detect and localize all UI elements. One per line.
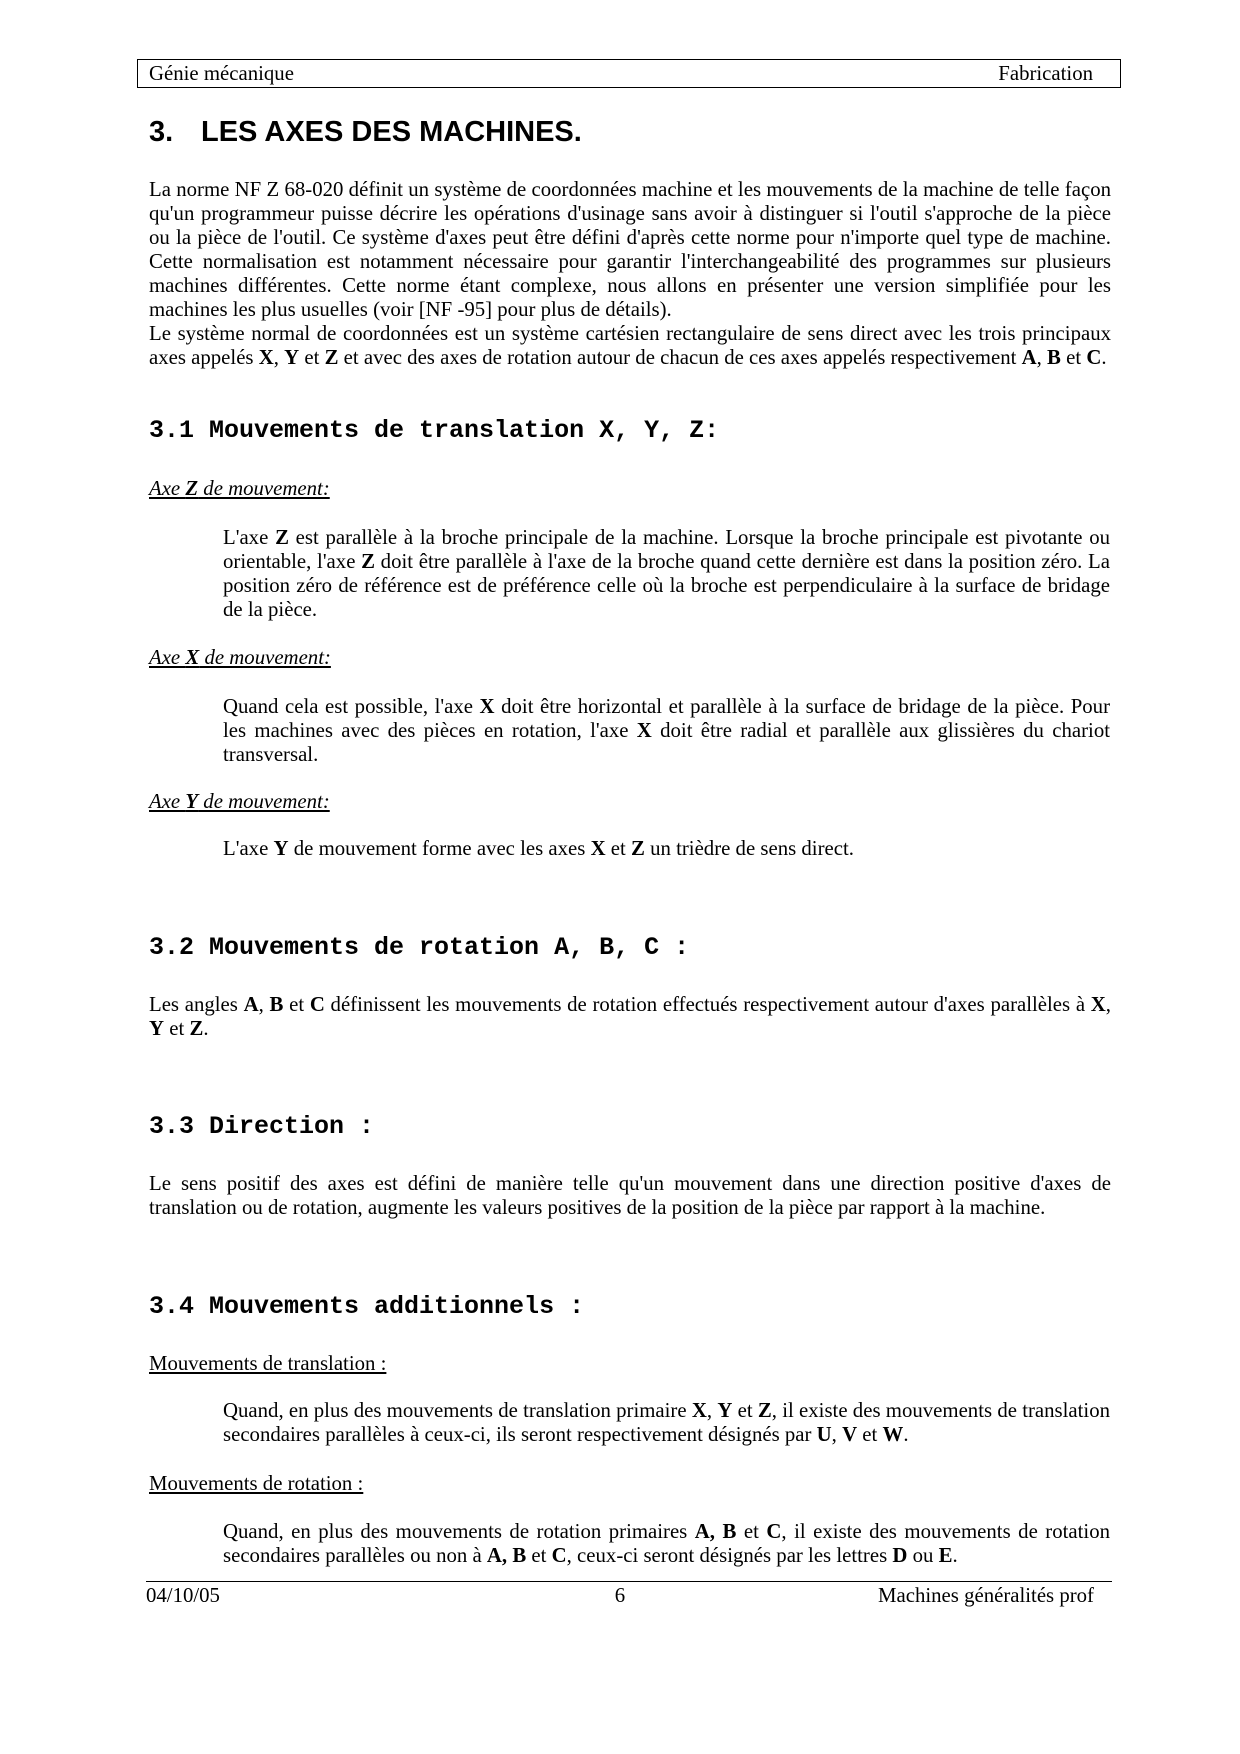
text-run: , (831, 1423, 843, 1446)
axis-letter: X (636, 719, 652, 742)
chapter-title (149, 116, 582, 148)
text-run: . (1101, 346, 1107, 369)
section-heading-3-4: 3.4 Mouvements additionnels : (149, 1292, 585, 1321)
axis-letter: X (258, 346, 274, 369)
axis-letter: A, B (486, 1544, 527, 1567)
section-heading-3-1: 3.1 Mouvements de translation X, Y, Z: (149, 416, 720, 445)
axis-letter: B (1047, 346, 1061, 369)
axis-letter: D (892, 1544, 908, 1567)
page-header (137, 59, 1121, 88)
footer-document-name: Machines généralités prof (878, 1584, 1094, 1607)
axis-letter: V (842, 1423, 858, 1446)
axis-letter: C (551, 1544, 567, 1567)
text-run: , (258, 993, 270, 1016)
text-run: , (1036, 346, 1048, 369)
text-run: et (164, 1017, 190, 1040)
text-run: Axe (149, 790, 186, 813)
text-run: et avec des axes de rotation autour de chacun de ces axes appelés respectivement (338, 346, 1022, 369)
text-run: . (952, 1544, 958, 1567)
text-run (715, 1520, 723, 1543)
text-run: L'axe (223, 837, 274, 860)
text-run: , il existe des mouvements de rotation secondaires parallèles ou non à (223, 1520, 1110, 1567)
axis-letter: Y (185, 790, 199, 813)
paragraph-direction: Le sens positif des axes est défini de manière telle qu'un mouvement dans une direction positive d'axes de translation ou de rotation, augmente les valeurs positives de la position de la pièce par rapport à la machine. (149, 1172, 1111, 1219)
axis-letter: X (185, 646, 200, 669)
text-run: et (283, 993, 310, 1016)
text-run: Le système normal de coordonnées est un système cartésien rectangulaire de sens direct avec les trois principaux axes appelés (149, 322, 1111, 369)
text-run: définissent les mouvements de rotation effectués respectivement autour d'axes parallèles à (324, 993, 1091, 1016)
text-run: Quand, en plus des mouvements de rotation primaires (223, 1520, 695, 1543)
paragraph-axe-z (223, 526, 1110, 622)
text-run: doit être parallèle à l'axe de la broche quand cette dernière est dans la position zéro. La position zéro de référence est de préférence celle où la broche est perpendiculaire à la surface de bridage de la pièce. (223, 550, 1110, 621)
text-run: de mouvement forme avec les axes (288, 837, 591, 860)
axis-letter: X (590, 837, 606, 860)
text-run: . (203, 1017, 209, 1040)
subheading-axe-y (149, 790, 330, 814)
axis-letter: C (1086, 346, 1102, 369)
chapter-title-text: LES AXES DES MACHINES. (201, 116, 582, 148)
text-run: Quand, en plus des mouvements de translation primaire (223, 1399, 692, 1422)
axis-letter: Y (149, 1017, 165, 1040)
text-run: Quand cela est possible, l'axe (223, 695, 480, 718)
text-run: doit être radial et parallèle aux glissières du chariot transversal. (223, 719, 1110, 766)
paragraph-rotation-angles (149, 993, 1111, 1041)
axis-letter: C (766, 1520, 782, 1543)
paragraph-translation (223, 1399, 1110, 1447)
text-run: et (1060, 346, 1087, 369)
axis-letter: A, (694, 1520, 715, 1543)
axis-letter: Z (275, 526, 289, 549)
text-run: , (706, 1399, 718, 1422)
axis-letter: Z (631, 837, 645, 860)
text-run: et (605, 837, 632, 860)
axis-letter: Z (324, 346, 339, 369)
axis-letter: Y (717, 1399, 733, 1422)
footer-date: 04/10/05 (146, 1584, 220, 1607)
header-subject: Génie mécanique (149, 61, 294, 85)
footer-page-number: 6 (614, 1584, 626, 1607)
text-run: et (736, 1520, 767, 1543)
paragraph-axe-y (223, 837, 1110, 861)
text-run: L'axe (223, 526, 276, 549)
text-run: , il existe des mouvements de translation secondaires parallèles à ceux-ci, ils seront respectivement désignés par (223, 1399, 1110, 1446)
text-run: , (273, 346, 285, 369)
axis-letter: Z (757, 1399, 772, 1422)
axis-letter: B (722, 1520, 737, 1543)
axis-letter: X (479, 695, 495, 718)
section-heading-3-2: 3.2 Mouvements de rotation A, B, C : (149, 933, 690, 962)
paragraph-axe-x (223, 695, 1110, 767)
intro-text (149, 178, 1111, 370)
axis-letter: E (938, 1544, 953, 1567)
text-run: Axe (149, 477, 186, 500)
axis-letter: A (243, 993, 259, 1016)
text-run: doit être horizontal et parallèle à la surface de bridage de la pièce. Pour les machines avec des pièces en rotation, l'axe (223, 695, 1110, 742)
text-run: de mouvement: (199, 646, 331, 669)
text-run: et (732, 1399, 758, 1422)
axis-letter: W (882, 1423, 904, 1446)
subheading-axe-z (149, 477, 330, 501)
text-run: ou (907, 1544, 939, 1567)
text-run: est parallèle à la broche principale de la machine. Lorsque la broche principale est pivotante ou orientable, l'axe (223, 526, 1110, 573)
section-heading-3-3: 3.3 Direction : (149, 1112, 375, 1141)
text-run: , (1105, 993, 1111, 1016)
subheading-translation: Mouvements de translation : (149, 1352, 387, 1375)
axis-letter: Z (361, 550, 375, 573)
footer-rule (146, 1581, 1112, 1582)
text-run: Les angles (149, 993, 244, 1016)
header-category: Fabrication (998, 61, 1093, 85)
axis-letter: Z (189, 1017, 204, 1040)
text-run: et (857, 1423, 883, 1446)
paragraph-rotation (223, 1520, 1110, 1568)
axis-letter: X (1090, 993, 1106, 1016)
intro-paragraph-coordinates (149, 322, 1111, 370)
subheading-rotation: Mouvements de rotation : (149, 1472, 364, 1495)
text-run: et (299, 346, 325, 369)
text-run: Axe (149, 646, 186, 669)
text-run: , ceux-ci seront désignés par les lettres (566, 1544, 893, 1567)
axis-letter: C (309, 993, 325, 1016)
subheading-axe-x (149, 646, 331, 670)
axis-letter: A (1021, 346, 1037, 369)
axis-letter: X (691, 1399, 707, 1422)
axis-letter: Y (284, 346, 300, 369)
intro-paragraph-norm: La norme NF Z 68-020 définit un système de coordonnées machine et les mouvements de la machine de telle façon qu'un programmeur puisse décrire les opérations d'usinage sans avoir à distinguer si l'outil s'approche de la pièce ou la pièce de l'outil. Ce système d'axes peut être défini d'après cette norme pour n'importe quel type de machine. Cette normalisation est notamment nécessaire pour garantir l'interchangeabilité des programmes sur plusieurs machines différentes. Cette norme étant complexe, nous allons en présenter une version simplifiée pour les machines les plus usuelles (voir [NF -95] pour plus de détails). (149, 178, 1111, 321)
axis-letter: Z (185, 477, 199, 500)
axis-letter: Y (273, 837, 289, 860)
text-run: . (903, 1423, 909, 1446)
axis-letter: U (816, 1423, 832, 1446)
text-run: un trièdre de sens direct. (644, 837, 854, 860)
text-run: de mouvement: (198, 477, 330, 500)
chapter-number: 3. (149, 116, 174, 148)
text-run: et (526, 1544, 552, 1567)
text-run: de mouvement: (198, 790, 330, 813)
axis-letter: B (269, 993, 284, 1016)
